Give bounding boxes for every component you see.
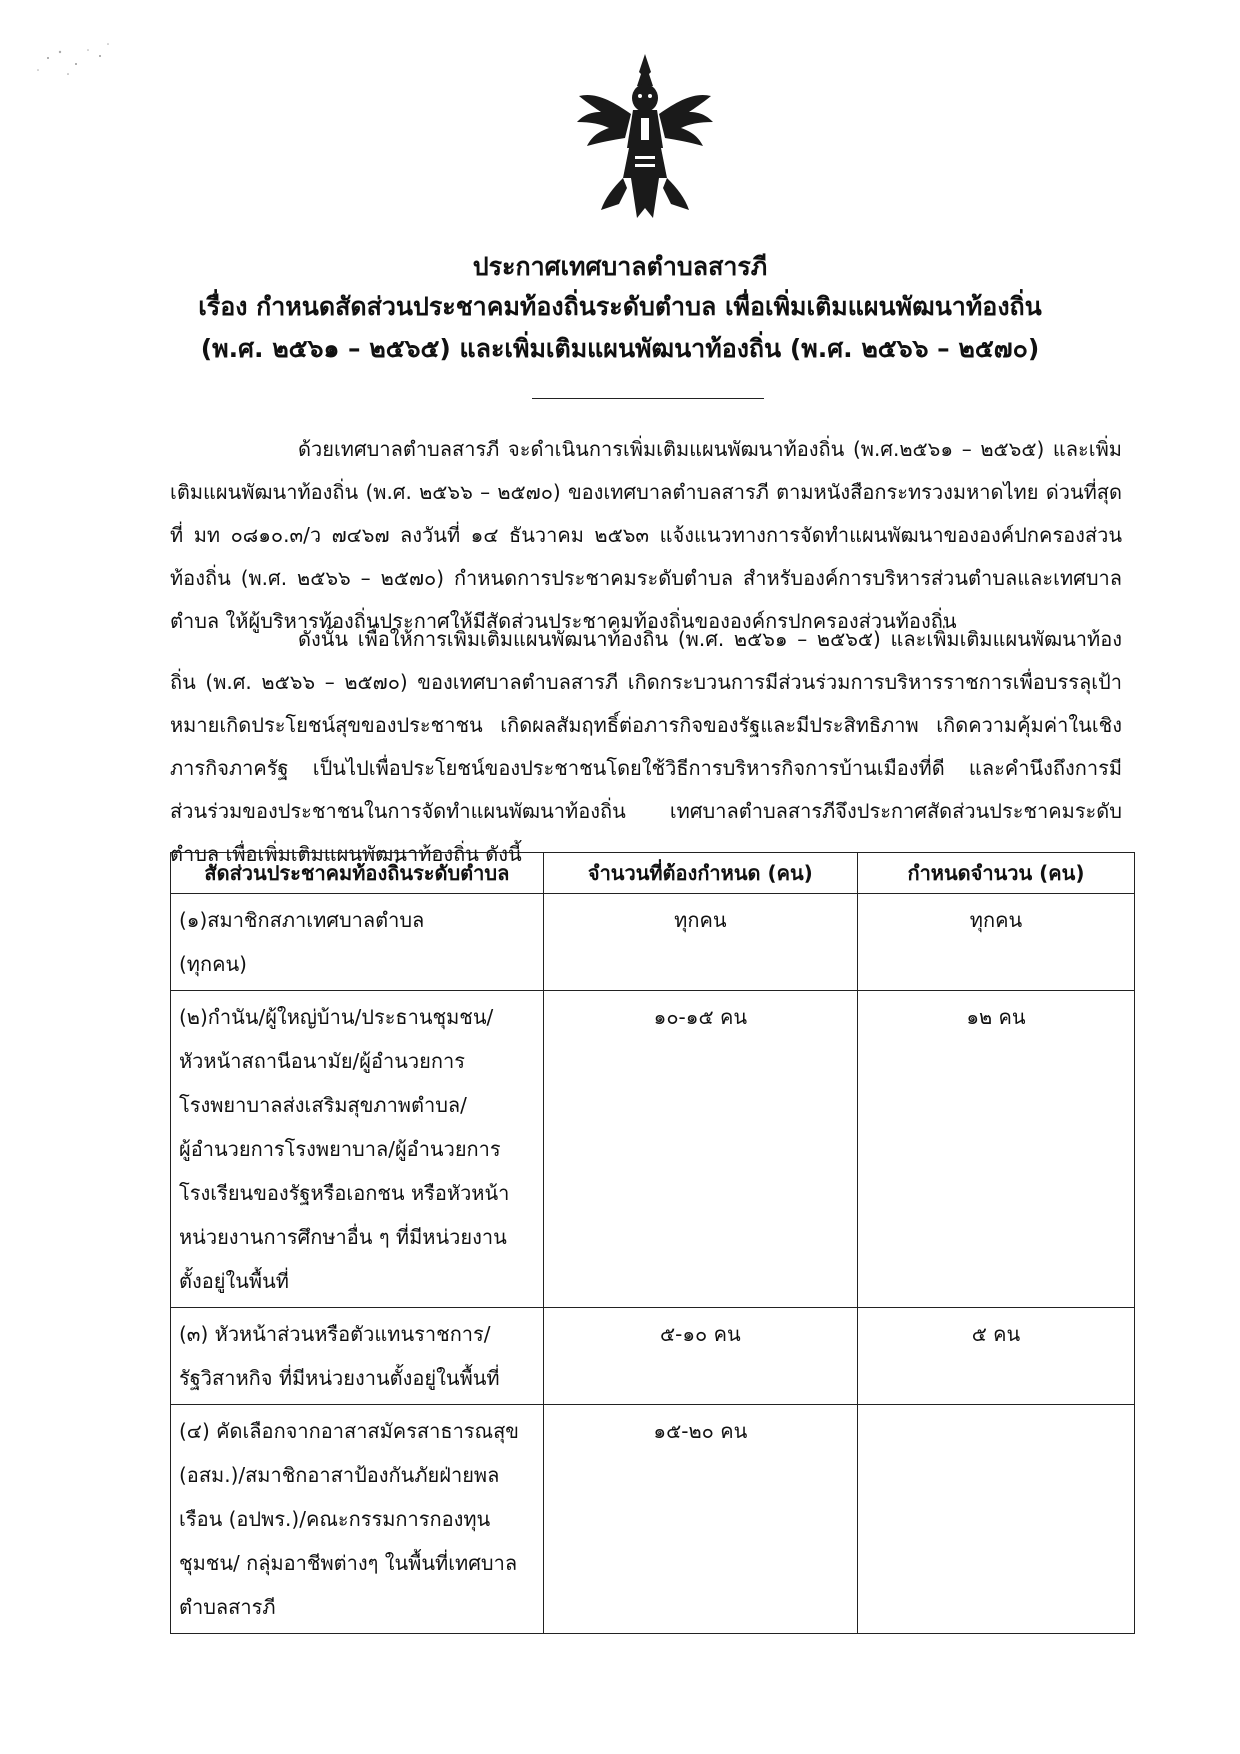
title-divider [532, 398, 764, 399]
cell-required: ๑๐-๑๕ คน [543, 991, 857, 1308]
cell-group: (๒)กำนัน/ผู้ใหญ่บ้าน/ประธานชุมชน/ หัวหน้าสถานีอนามัย/ผู้อำนวยการ โรงพยาบาลส่งเสริมสุขภาพตำบล/ ผู้อำนวยการโรงพยาบาล/ผู้อำนวยการ โรงเรียนของรัฐหรือเอกชน หรือหัวหน้า หน่วยงานการศึกษาอื่น ๆ ที่มีหน่วยงาน ตั้งอยู่ในพื้นที่ [171, 991, 544, 1308]
cell-assigned: ๑๒ คน [857, 991, 1134, 1308]
table-row [171, 894, 1135, 991]
scan-noise [28, 36, 128, 96]
announcement-subject: เรื่อง กำหนดสัดส่วนประชาคมท้องถิ่นระดับตำบล เพื่อเพิ่มเติมแผนพัฒนาท้องถิ่น [198, 292, 1042, 321]
cell-group: (๑)สมาชิกสภาเทศบาลตำบล (ทุกคน) [171, 894, 544, 991]
announcement-title: ประกาศเทศบาลตำบลสารภี [472, 252, 768, 281]
cell-required: ทุกคน [543, 894, 857, 991]
cell-group: (๔) คัดเลือกจากอาสาสมัครสาธารณสุข (อสม.)/สมาชิกอาสาป้องกันภัยฝ่ายพล เรือน (อปพร.)/คณะกรรมการกองทุน ชุมชน/ กลุ่มอาชีพต่างๆ ในพื้นที่เทศบาล ตำบลสารภี [171, 1405, 544, 1634]
cell-group: (๓) หัวหน้าส่วนหรือตัวแทนราชการ/ รัฐวิสาหกิจ ที่มีหน่วยงานตั้งอยู่ในพื้นที่ [171, 1308, 544, 1405]
table-row [171, 1308, 1135, 1405]
cell-assigned: ๕ คน [857, 1308, 1134, 1405]
cell-required: ๕-๑๐ คน [543, 1308, 857, 1405]
table-row [171, 991, 1135, 1308]
header-assigned-count: กำหนดจำนวน (คน) [857, 853, 1134, 894]
cell-assigned: ทุกคน [857, 894, 1134, 991]
announcement-subject-continued: (พ.ศ. ๒๕๖๑ – ๒๕๖๕) และเพิ่มเติมแผนพัฒนาท้องถิ่น (พ.ศ. ๒๕๖๖ – ๒๕๗๐) [200, 334, 1040, 363]
paragraph-1-text: ด้วยเทศบาลตำบลสารภี จะดำเนินการเพิ่มเติมแผนพัฒนาท้องถิ่น (พ.ศ.๒๕๖๑ – ๒๕๖๕) และเพิ่มเติมแผนพัฒนาท้องถิ่น (พ.ศ. ๒๕๖๖ – ๒๕๗๐) ของเทศบาลตำบลสารภี ตามหนังสือกระทรวงมหาดไทย ด่วนที่สุด ที่ มท ๐๘๑๐.๓/ว ๗๔๖๗ ลงวันที่ ๑๔ ธันวาคม ๒๕๖๓ แจ้งแนวทางการจัดทำแผนพัฒนาขององค์ปกครองส่วนท้องถิ่น (พ.ศ. ๒๕๖๖ – ๒๕๗๐) กำหนดการประชาคมระดับตำบล สำหรับองค์การบริหารส่วนตำบลและเทศบาลตำบล ให้ผู้บริหารท้องถิ่นประกาศให้มีสัดส่วนประชาคมท้องถิ่นขององค์กรปกครองส่วนท้องถิ่น [170, 437, 1122, 633]
body-paragraph-1 [170, 428, 1122, 643]
cell-assigned [857, 1405, 1134, 1634]
table-row [171, 1405, 1135, 1634]
header-required-count: จำนวนที่ต้องกำหนด (คน) [543, 853, 857, 894]
table-header-row [171, 853, 1135, 894]
body-paragraph-2 [170, 618, 1122, 876]
cell-required: ๑๕-๒๐ คน [543, 1405, 857, 1634]
garuda-emblem-icon [575, 52, 715, 222]
header-group: สัดส่วนประชาคมท้องถิ่นระดับตำบล [171, 853, 544, 894]
community-proportion-table [170, 852, 1135, 1634]
paragraph-2-text: ดังนั้น เพื่อให้การเพิ่มเติมแผนพัฒนาท้องถิ่น (พ.ศ. ๒๕๖๑ – ๒๕๖๕) และเพิ่มเติมแผนพัฒนาท้องถิ่น (พ.ศ. ๒๕๖๖ – ๒๕๗๐) ของเทศบาลตำบลสารภี เกิดกระบวนการมีส่วนร่วมการบริหารราชการเพื่อบรรลุเป้าหมายเกิดประโยชน์สุขของประชาชน เกิดผลสัมฤทธิ์ต่อภารกิจของรัฐและมีประสิทธิภาพ เกิดความคุ้มค่าในเชิงภารกิจภาครัฐ เป็นไปเพื่อประโยชน์ของประชาชนโดยใช้วิธีการบริหารกิจการบ้านเมืองที่ดี และคำนึงถึงการมีส่วนร่วมของประชาชนในการจัดทำแผนพัฒนาท้องถิ่น เทศบาลตำบลสารภีจึงประกาศสัดส่วนประชาคมระดับตำบล เพื่อเพิ่มเติมแผนพัฒนาท้องถิ่น ดังนี้ [170, 627, 1122, 866]
